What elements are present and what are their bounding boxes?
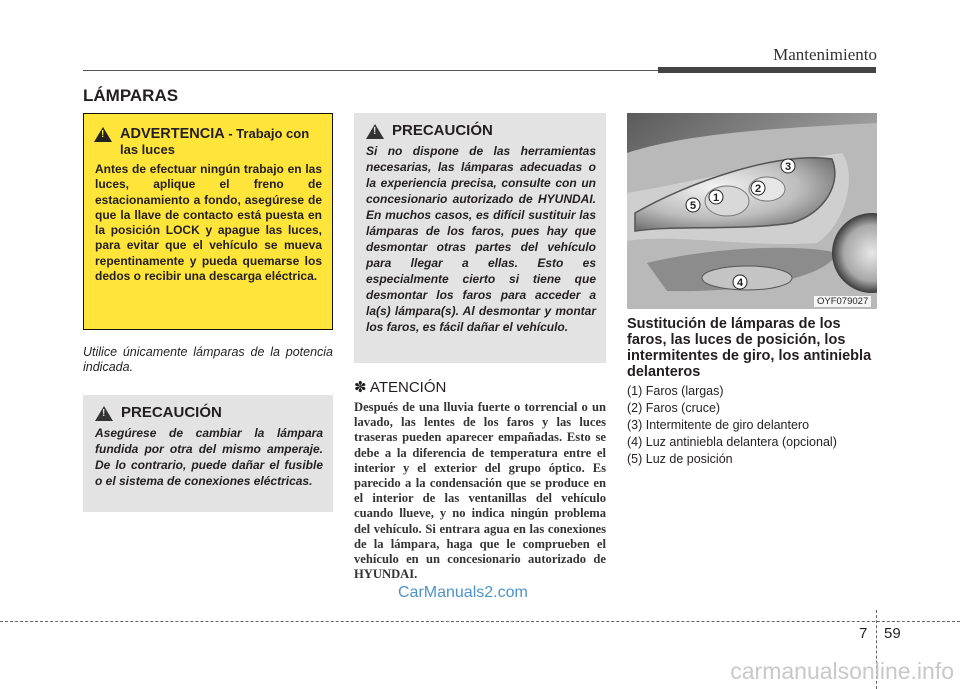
- watermark: CarManuals2.com: [398, 584, 528, 601]
- headlamp-photo: [627, 113, 877, 309]
- attention-title: ATENCIÓN: [369, 379, 447, 396]
- attention-heading: [354, 378, 446, 396]
- chapter-number: 7: [859, 625, 868, 642]
- header-bar: [658, 67, 876, 73]
- caution-triangle-icon: !: [95, 406, 113, 421]
- headlamp-illustration: [627, 113, 877, 309]
- wattage-note: Utilice únicamente lámparas de la potencia indicada.: [83, 345, 333, 374]
- warning-subtitle: - Trabajo con las luces: [120, 126, 310, 157]
- warning-title: ADVERTENCIA: [120, 126, 225, 142]
- callout-2: 2: [754, 183, 762, 195]
- caution-text: Si no dispone de las herramientas necesarias, las lámparas adecuadas o la experiencia precisa, consulte con un concesionario autorizado de HYUNDAI. En muchos casos, es difícil sustituir las lámparas de los faros, pues hay que desmontar otras partes del vehículo para llegar a ellas. Esto es especialmente cierto si tiene que desmontar los faros para acceder a la(s) lámpara(s). Al desmontar y montar los faros, es fácil dañar el vehículo.: [366, 144, 596, 334]
- attention-text: Después de una lluvia fuerte o torrencial o un lavado, las lentes de los faros y las luces traseras pueden aparecer empañadas. Esto se debe a la diferencia de temperatura entre el interior y el exterior del grupo óptico. Es parecido a la condensación que se produce en el interior de las ventanillas del vehículo cuando llueve, y no indica ningún problema del vehículo. Si entrara agua en las conexiones de la lámpara, haga que le comprueben el vehículo en un concesionario autorizado de HYUNDAI.: [354, 400, 606, 582]
- subsection-title: Sustitución de lámparas de los faros, las luces de posición, los intermitentes de giro, los antiniebla delanteros: [627, 316, 872, 380]
- photo-code: OYF079027: [814, 296, 871, 307]
- list-item: (4) Luz antiniebla delantera (opcional): [627, 435, 837, 449]
- caution-box-tools: [354, 113, 606, 363]
- caution-box-fuse: [83, 395, 333, 512]
- callout-1: 1: [712, 192, 720, 204]
- callout-4: 4: [736, 277, 744, 289]
- warning-box: [83, 113, 333, 330]
- footer-rule: [0, 621, 960, 622]
- caution-title: PRECAUCIÓN: [392, 122, 493, 139]
- page-number: 59: [884, 625, 901, 642]
- callout-3: 3: [784, 161, 792, 173]
- caution-text: Asegúrese de cambiar la lámpara fundida por otra del mismo amperaje. De lo contrario, puede dañar el fusible o el sistema de conexiones eléctricas.: [95, 426, 323, 488]
- caution-title: PRECAUCIÓN: [121, 404, 222, 421]
- lamp-list: [627, 383, 837, 468]
- list-item: (1) Faros (largas): [627, 384, 724, 398]
- list-item: (2) Faros (cruce): [627, 401, 721, 415]
- section-title: LÁMPARAS: [83, 86, 179, 105]
- warning-text: Antes de efectuar ningún trabajo en las luces, aplique el freno de estacionamiento a fondo, asegúrese de que la llave de contacto está puesta en la posición LOCK y apague las luces, para evitar que el vehículo se mueva repentinamente y pueda quemarse los dedos o recibir una descarga eléctrica.: [95, 162, 322, 284]
- callout-5: 5: [689, 200, 697, 212]
- header-rule: [83, 70, 658, 71]
- warning-triangle-icon: !: [94, 127, 112, 142]
- asterisk-icon: ✽: [354, 379, 367, 396]
- list-item: (3) Intermitente de giro delantero: [627, 418, 810, 432]
- page-header-title: Mantenimiento: [773, 45, 877, 64]
- site-watermark: carmanualsonline.info: [730, 658, 954, 684]
- caution-triangle-icon: !: [366, 124, 384, 139]
- list-item: (5) Luz de posición: [627, 452, 733, 466]
